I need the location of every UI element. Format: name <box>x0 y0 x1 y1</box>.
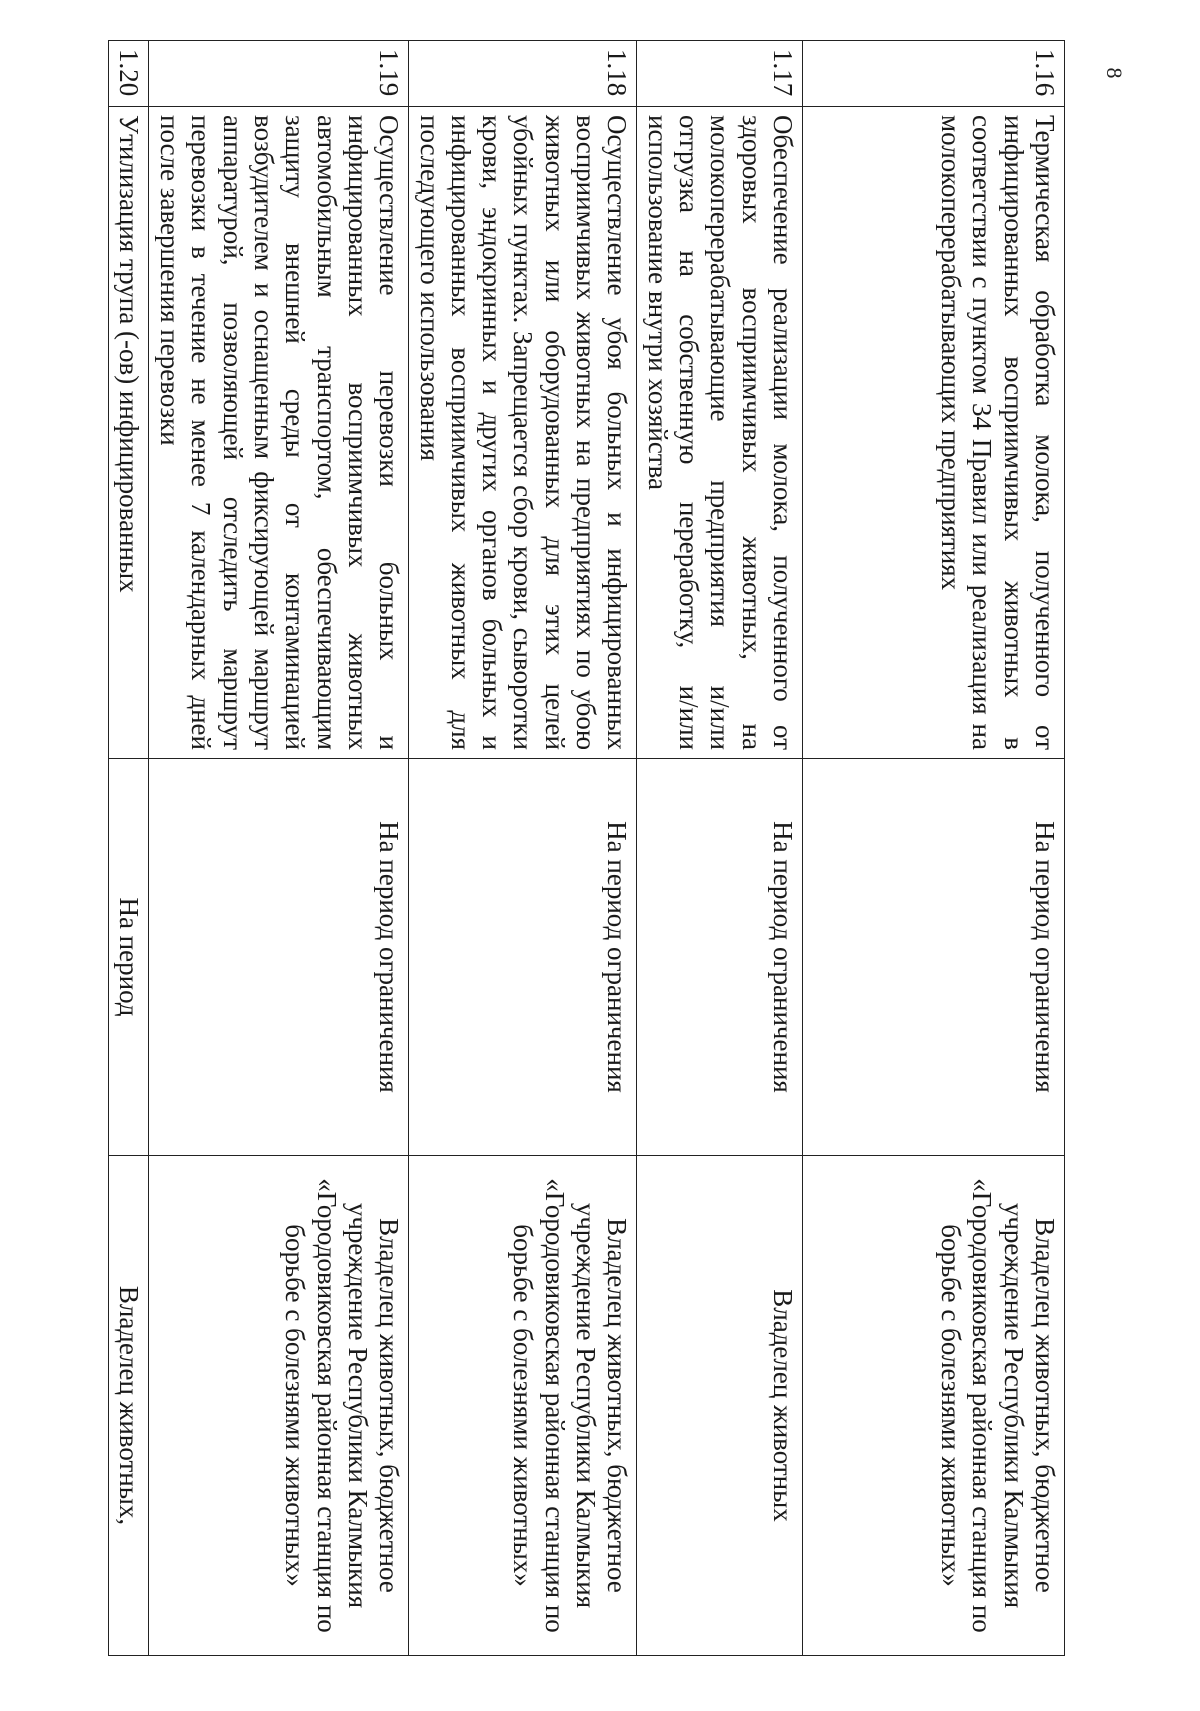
table-row <box>803 41 1065 1656</box>
responsible-text: Владелец животных, бюджетное учреждение Республики Калмыкия «Городовиковская районная станция по борьбе с болезнями животных» <box>149 1156 409 1656</box>
measure-text: Осуществление убоя больных и инфицированных восприимчивых животных на предприятиях по убою животных или оборудованных для этих целей убойных пунктах. Запрещается сбор крови, сыворотки крови, эндокринных и других органов больных и инфицированных восприимчивых животных для последующего использования <box>409 107 637 759</box>
table-row <box>108 41 148 1656</box>
responsible-text: Владелец животных, бюджетное учреждение Республики Калмыкия «Городовиковская районная станция по борьбе с болезнями животных» <box>409 1156 637 1656</box>
term-text: На период ограничения <box>149 759 409 1156</box>
measures-table <box>108 40 1065 1656</box>
row-number: 1.20 <box>108 41 148 107</box>
row-number: 1.16 <box>803 41 1065 107</box>
term-text: На период ограничения <box>409 759 637 1156</box>
table-row <box>637 41 803 1656</box>
measure-text: Утилизация трупа (-ов) инфицированных <box>108 107 148 759</box>
term-text: На период ограничения <box>803 759 1065 1156</box>
responsible-text: Владелец животных, <box>108 1156 148 1656</box>
responsible-text: Владелец животных <box>637 1156 803 1656</box>
page-number: 8 <box>1102 67 1127 79</box>
responsible-text: Владелец животных, бюджетное учреждение Республики Калмыкия «Городовиковская районная станция по борьбе с болезнями животных» <box>803 1156 1065 1656</box>
table-row <box>409 41 637 1656</box>
table-row <box>149 41 409 1656</box>
row-number: 1.18 <box>409 41 637 107</box>
row-number: 1.17 <box>637 41 803 107</box>
row-number: 1.19 <box>149 41 409 107</box>
measure-text: Обеспечение реализации молока, полученного от здоровых восприимчивых животных, на молокоперерабатывающие предприятия и/или отгрузка на собственную переработку, и/или использование внутри хозяйства <box>637 107 803 759</box>
measure-text: Осуществление перевозки больных и инфицированных восприимчивых животных автомобильным транспортом, обеспечивающим защиту внешней среды от контаминацией возбудителем и оснащенным фиксирующей маршрут аппаратурой, позволяющей отследить маршрут перевозки в течение не менее 7 календарных дней после завершения перевозки <box>149 107 409 759</box>
rotated-page-body <box>114 40 1065 1655</box>
term-text: На период ограничения <box>637 759 803 1156</box>
term-text: На период <box>108 759 148 1156</box>
measure-text: Термическая обработка молока, полученного от инфицированных восприимчивых животных в соответствии с пунктом 34 Правил или реализация на молокоперерабатывающих предприятиях <box>803 107 1065 759</box>
